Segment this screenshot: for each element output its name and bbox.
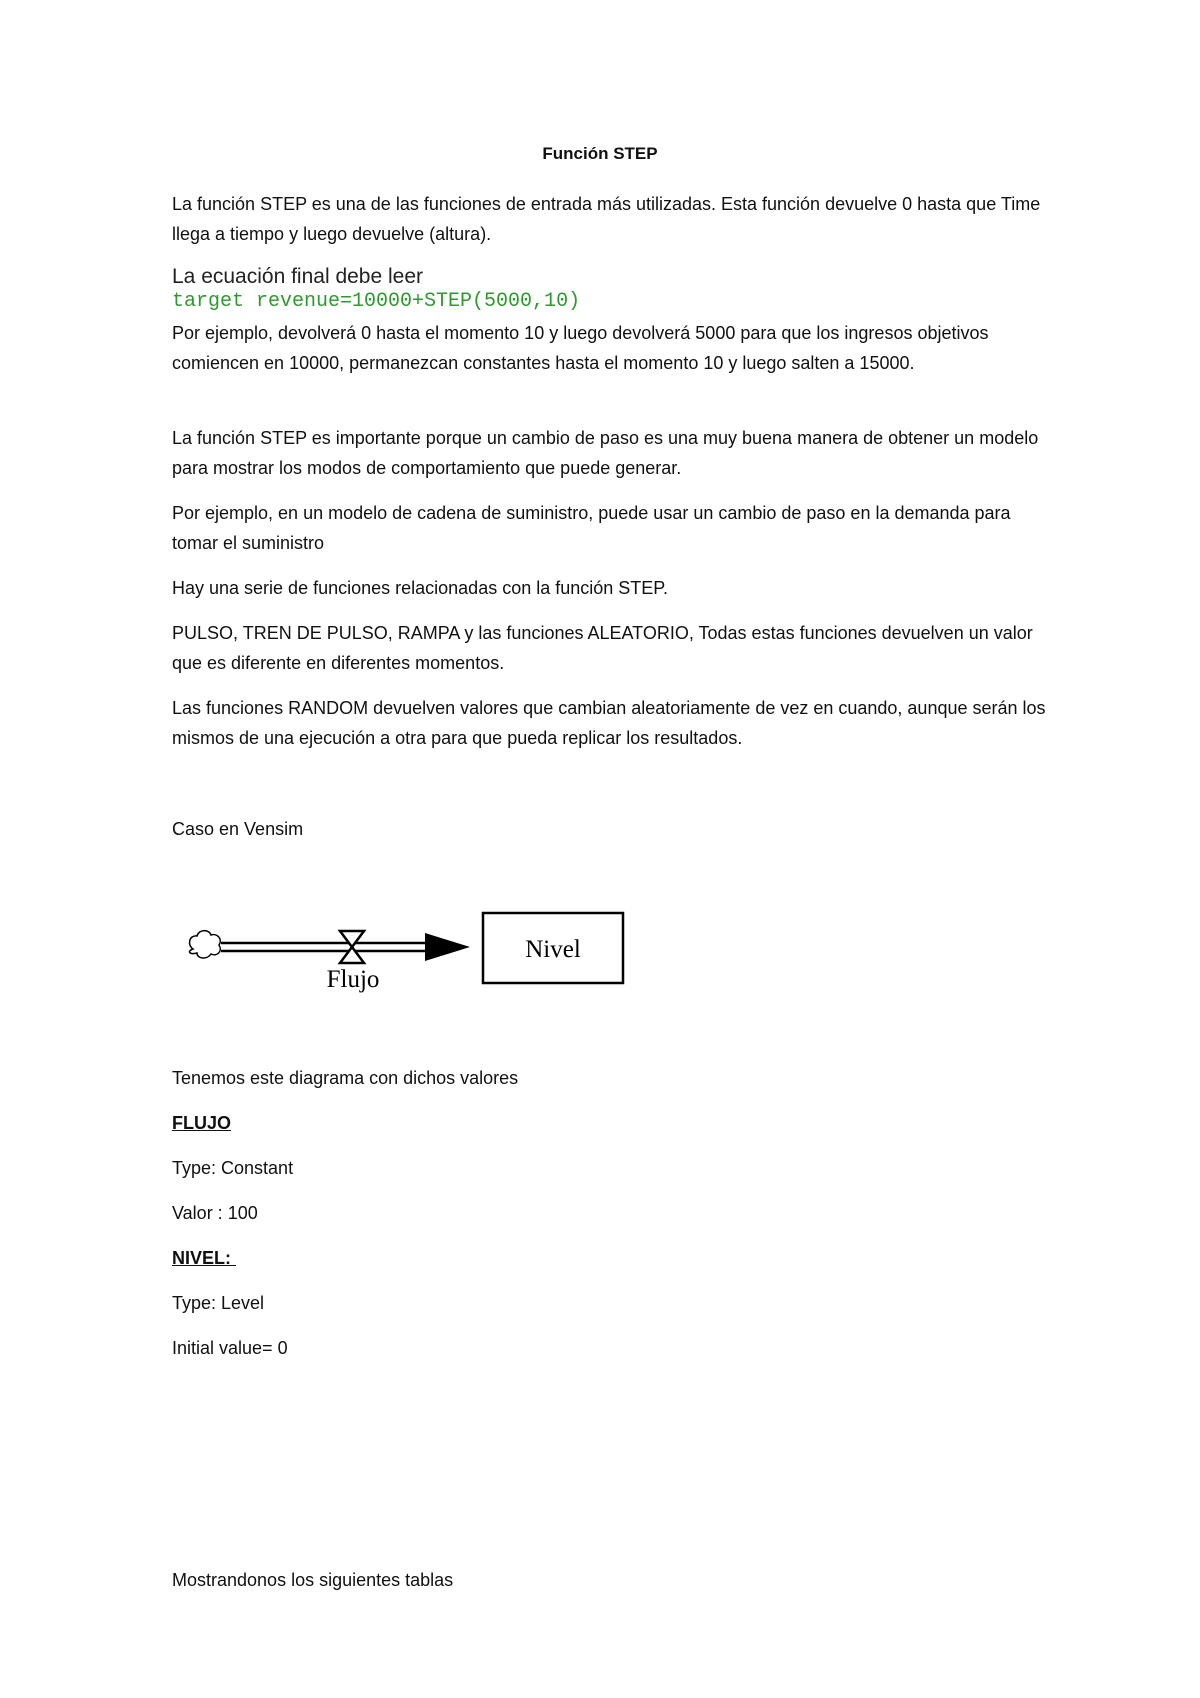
tables-intro: Mostrandonos los siguientes tablas [172, 1570, 454, 1590]
importance-paragraph: La función STEP es importante porque un cambio de paso es una muy buena manera de obtener un modelo para mostrar los modos de comportamiento que puede generar. [172, 428, 1039, 478]
nivel-heading: NIVEL: [172, 1248, 237, 1268]
stock-label: Nivel [525, 936, 581, 963]
supply-chain-paragraph: Por ejemplo, en un modelo de cadena de suministro, puede usar un cambio de paso en la demanda para tomar el suministro [172, 503, 1011, 553]
diagram-intro: Tenemos este diagrama con dichos valores [172, 1068, 519, 1088]
flujo-value: Valor : 100 [172, 1203, 258, 1223]
example-paragraph: Por ejemplo, devolverá 0 hasta el momento 10 y luego devolverá 5000 para que los ingresos objetivos comiencen en 10000, permanezcan constantes hasta el momento 10 y luego salten a 15000. [172, 323, 989, 373]
case-heading: Caso en Vensim [172, 819, 304, 839]
flow-label: Flujo [326, 966, 380, 993]
flow-arrow-icon [425, 933, 470, 961]
related-paragraph: Hay una serie de funciones relacionadas con la función STEP. [172, 578, 668, 598]
equation-code: target revenue=10000+STEP(5000,10) [172, 290, 581, 313]
flow-pipe [221, 943, 435, 951]
source-cloud-icon [190, 931, 221, 958]
flujo-type: Type: Constant [172, 1158, 294, 1178]
equation-label: La ecuación final debe leer [172, 265, 424, 288]
flujo-heading: FLUJO [172, 1113, 232, 1133]
intro-paragraph: La función STEP es una de las funciones de entrada más utilizadas. Esta función devuelve 0 hasta que Time llega a tiempo y luego devuelve (altura). [172, 194, 1041, 244]
document-title: Función STEP [542, 144, 658, 163]
nivel-type: Type: Level [172, 1293, 265, 1313]
valve-icon [340, 931, 364, 963]
nivel-initial-value: Initial value= 0 [172, 1338, 288, 1358]
functions-list-paragraph: PULSO, TREN DE PULSO, RAMPA y las funciones ALEATORIO, Todas estas funciones devuelven un valor que es diferente en diferentes momentos. [172, 623, 1033, 673]
random-paragraph: Las funciones RANDOM devuelven valores que cambian aleatoriamente de vez en cuando, aunque serán los mismos de una ejecución a otra para que pueda replicar los resultados. [172, 698, 1046, 748]
stock-flow-diagram [185, 905, 635, 1015]
